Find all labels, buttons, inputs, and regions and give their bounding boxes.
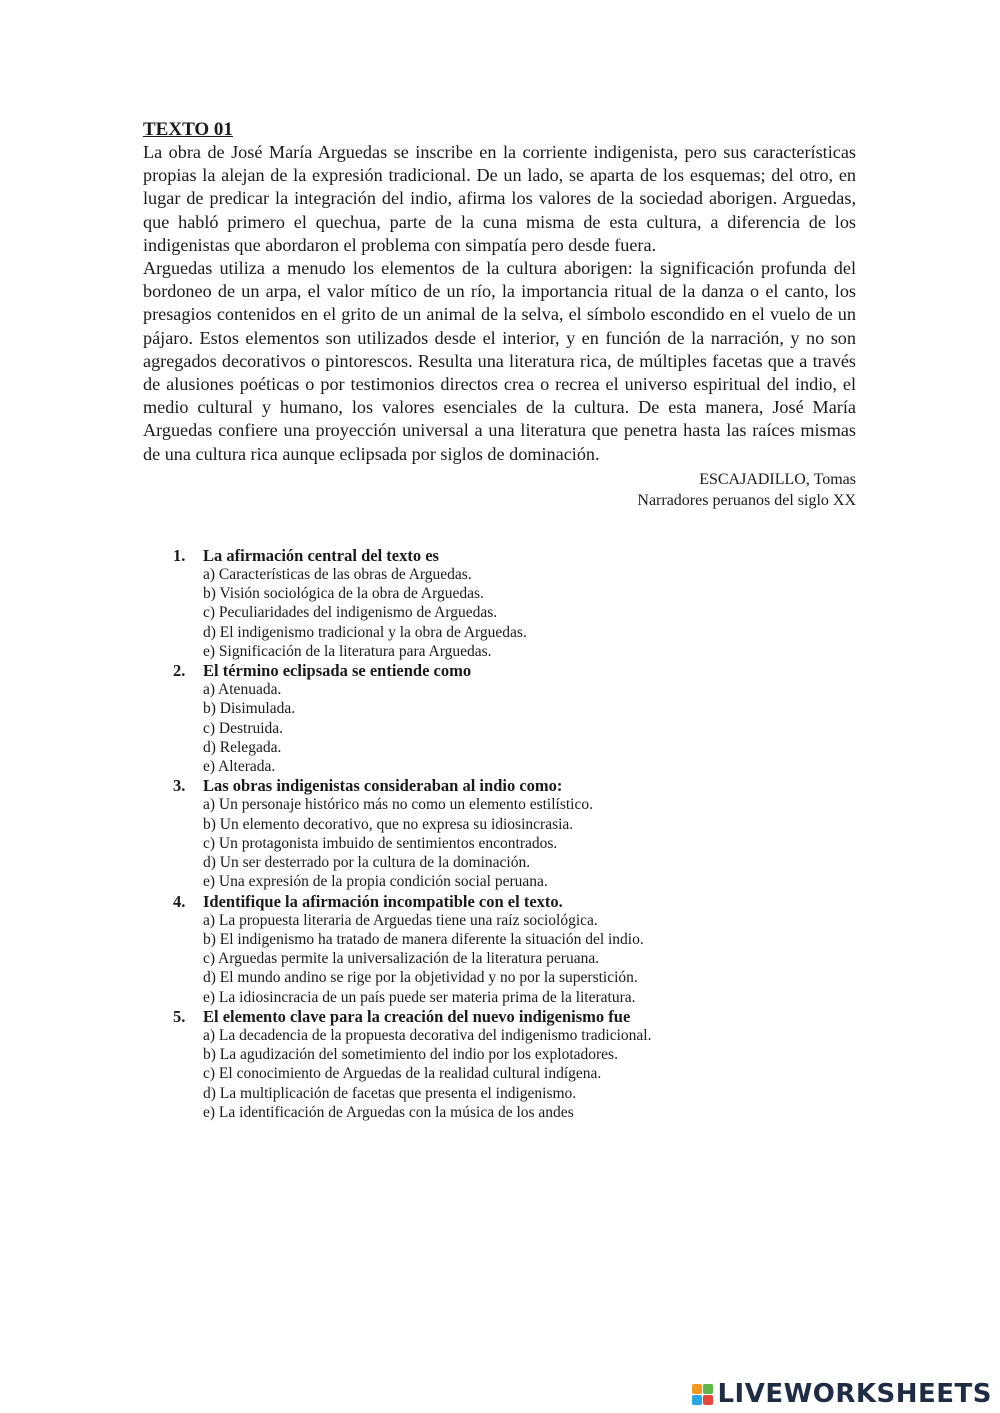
question-text: El término eclipsada se entiende como (203, 661, 472, 681)
answer-option: b) Disimulada. (203, 700, 296, 718)
question-heading (143, 892, 856, 911)
answer-options (143, 795, 856, 891)
answer-option: d) El indigenismo tradicional y la obra de Arguedas. (203, 623, 527, 641)
answer-option: b) El indigenismo ha tratado de manera diferente la situación del indio. (203, 930, 644, 948)
answer-option: a) Características de las obras de Arguedas. (203, 566, 472, 584)
logo-square-i (703, 1384, 713, 1394)
answer-options (143, 565, 856, 661)
logo-square-v (692, 1395, 702, 1405)
answer-option: d) Relegada. (203, 738, 282, 756)
source-book: Narradores peruanos del siglo XX (637, 491, 856, 509)
answer-option: a) Un personaje histórico más no como un elemento estilístico. (203, 796, 593, 814)
answer-option: c) Peculiaridades del indigenismo de Arguedas. (203, 604, 498, 622)
answer-option: a) Atenuada. (203, 681, 282, 699)
worksheet-page (143, 118, 856, 1122)
question-heading (143, 546, 856, 565)
answer-option: c) Arguedas permite la universalización de la literatura peruana. (203, 950, 600, 968)
answer-option: c) El conocimiento de Arguedas de la realidad cultural indígena. (203, 1065, 602, 1083)
text-paragraph-1: La obra de José María Arguedas se inscribe en la corriente indigenista, pero sus características propias la alejan de la expresión tradicional. De un lado, se aparta de los esquemas; del otro, en lugar de predicar la integración del indio, afirma los valores de la sociedad aborigen. Arguedas, que habló primero el quechua, parte de la cuna misma de esta cultura, a diferencia de los indigenistas que abordaron el problema con simpatía pero desde fuera. (143, 142, 856, 255)
answer-options (143, 911, 856, 1007)
question-5 (143, 1007, 856, 1122)
answer-option: e) La idiosincracia de un país puede ser materia prima de la literatura. (203, 988, 636, 1006)
logo-square-e (703, 1395, 713, 1405)
question-number: 4. (173, 891, 186, 911)
answer-option: d) El mundo andino se rige por la objetividad y no por la superstición. (203, 969, 638, 987)
question-text: Las obras indigenistas consideraban al indio como: (203, 776, 563, 796)
question-list (143, 546, 856, 1122)
answer-option: d) Un ser desterrado por la cultura de la dominación. (203, 854, 531, 872)
source-author: ESCAJADILLO, Tomas (699, 470, 856, 488)
question-3 (143, 776, 856, 891)
answer-option: a) La propuesta literaria de Arguedas tiene una raíz sociológica. (203, 911, 598, 929)
answer-option: c) Destruida. (203, 719, 284, 737)
answer-options (143, 680, 856, 776)
liveworksheets-logo (692, 1379, 992, 1409)
text-paragraph-2: Arguedas utiliza a menudo los elementos de la cultura aborigen: la significación profunda del bordoneo de un arpa, el valor mítico de un río, la importancia ritual de la danza o el canto, los presagios contenidos en el grito de un animal de la selva, el símbolo escondido en el vuelo de un pájaro. Estos elementos son utilizados desde el interior, y en función de la narración, y no son agregados decorativos o pintorescos. Resulta una literatura rica, de múltiples facetas que a través de alusiones poéticas o por testimonios directos crea o recrea el universo espiritual del indio, el medio cultural y humano, los valores esenciales de la cultura. De esta manera, José María Arguedas confiere una proyección universal a una literatura que penetra hasta las raíces mismas de una cultura rica aunque eclipsada por siglos de dominación. (143, 258, 856, 464)
question-text: Identifique la afirmación incompatible con el texto. (203, 891, 563, 911)
answer-option: a) La decadencia de la propuesta decorativa del indigenismo tradicional. (203, 1026, 652, 1044)
question-2 (143, 661, 856, 776)
text-source (143, 469, 856, 511)
answer-options (143, 1026, 856, 1122)
answer-option: b) La agudización del sometimiento del indio por los explotadores. (203, 1046, 618, 1064)
question-heading (143, 776, 856, 795)
question-number: 5. (173, 1006, 186, 1026)
answer-option: c) Un protagonista imbuido de sentimientos encontrados. (203, 834, 558, 852)
answer-option: e) La identificación de Arguedas con la música de los andes (203, 1103, 574, 1121)
question-number: 3. (173, 776, 186, 796)
question-heading (143, 1007, 856, 1026)
answer-option: e) Significación de la literatura para Arguedas. (203, 642, 492, 660)
answer-option: b) Visión sociológica de la obra de Arguedas. (203, 585, 484, 603)
brand-name: LIVEWORKSHEETS (717, 1379, 992, 1409)
question-4 (143, 892, 856, 1007)
logo-square-l (692, 1384, 702, 1394)
question-heading (143, 661, 856, 680)
question-number: 1. (173, 545, 186, 565)
question-text: La afirmación central del texto es (203, 545, 439, 565)
question-1 (143, 546, 856, 661)
answer-option: d) La multiplicación de facetas que presenta el indigenismo. (203, 1084, 577, 1102)
answer-option: b) Un elemento decorativo, que no expresa su idiosincrasia. (203, 815, 574, 833)
question-number: 2. (173, 661, 186, 681)
liveworksheets-logo-icon (692, 1384, 713, 1405)
text-title: TEXTO 01 (143, 119, 233, 140)
question-text: El elemento clave para la creación del nuevo indigenismo fue (203, 1006, 631, 1026)
answer-option: e) Alterada. (203, 758, 276, 776)
answer-option: e) Una expresión de la propia condición social peruana. (203, 873, 548, 891)
